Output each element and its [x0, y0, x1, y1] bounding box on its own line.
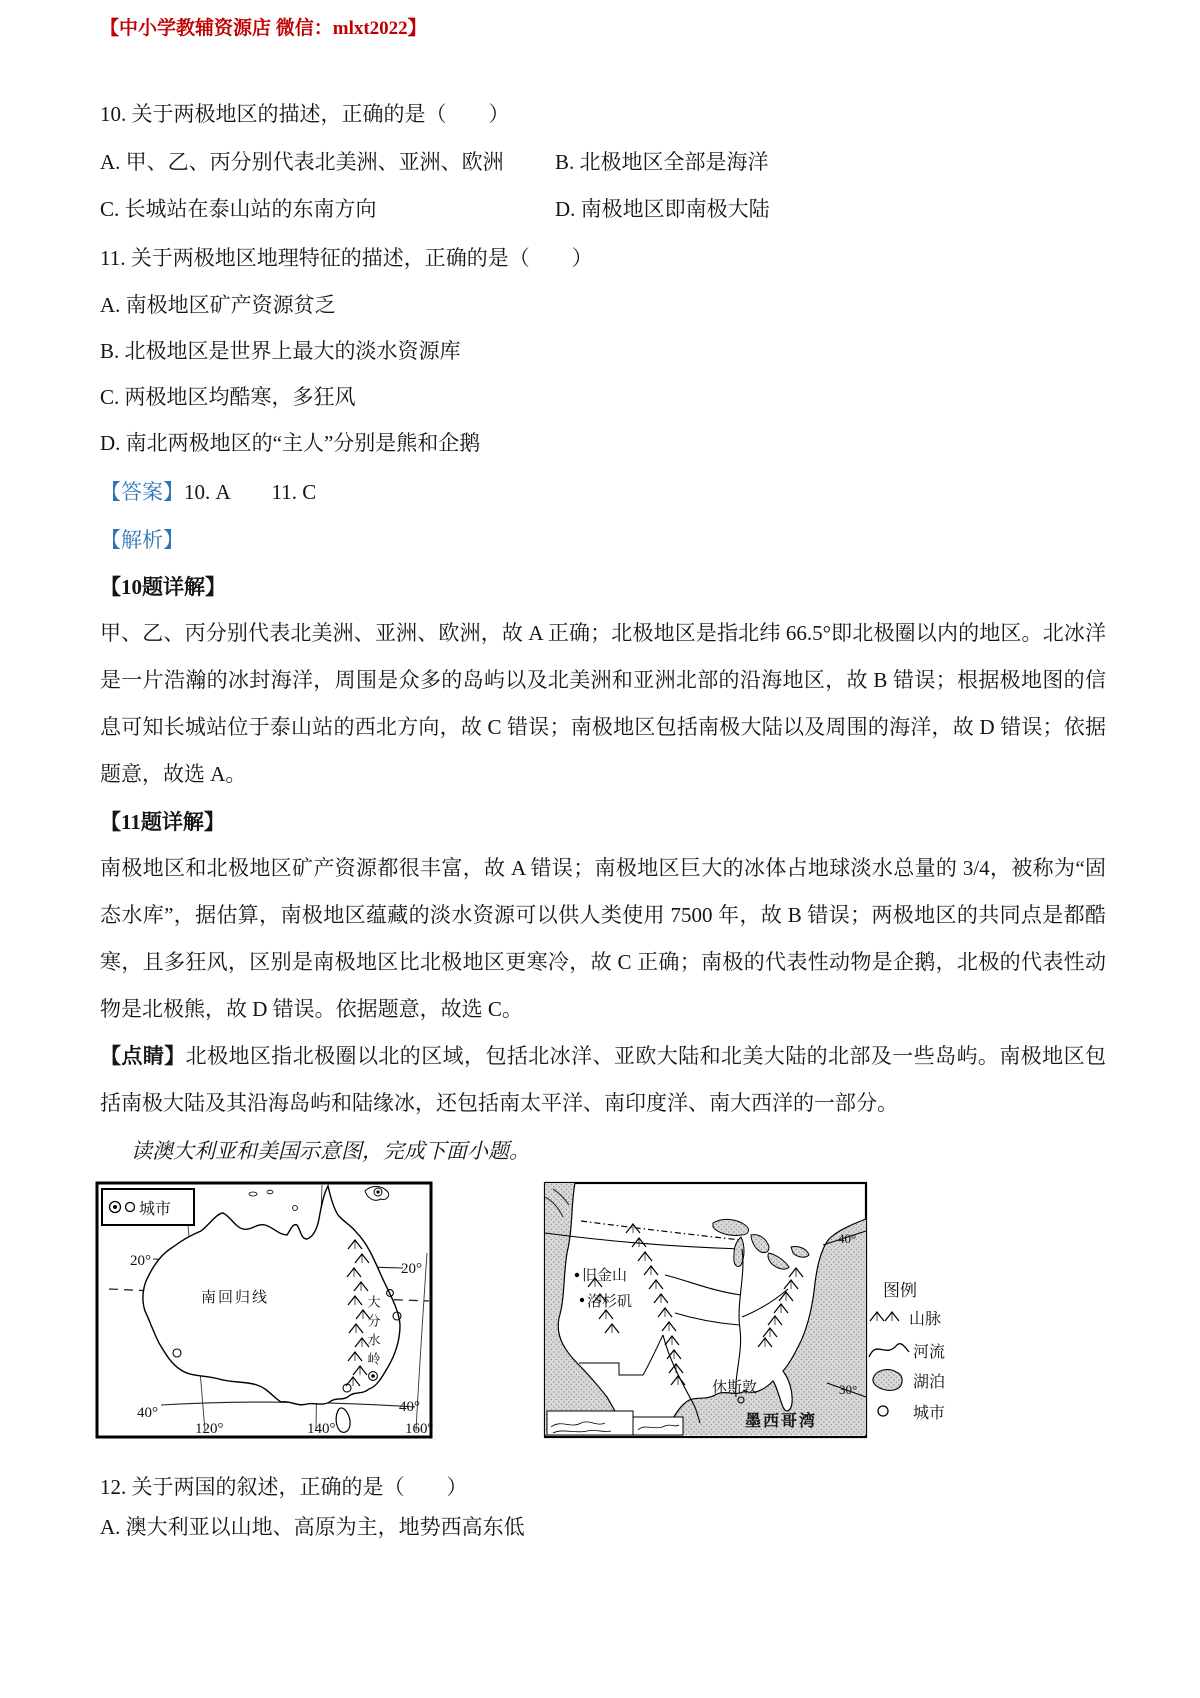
q11-stem: 11. 关于两极地区地理特征的描述，正确的是（ ）: [100, 246, 593, 270]
aus-lon160: 160°: [405, 1421, 434, 1437]
aus-lon120: 120°: [195, 1421, 224, 1437]
legend-city-label: 城市: [913, 1405, 946, 1422]
q11-option-b: B. 北极地区是世界上最大的淡水资源库: [100, 339, 461, 363]
detail11-title: 【11题详解】: [100, 810, 225, 834]
legend-mountain-label: 山脉: [909, 1311, 942, 1328]
australia-map: [97, 1183, 434, 1437]
australia-city-legend: [102, 1189, 194, 1225]
analysis-label: 【解析】: [100, 528, 184, 552]
tropic-of-capricorn-label: 南回归线: [201, 1290, 270, 1306]
detail10-body: 甲、乙、丙分别代表北美洲、亚洲、欧洲，故 A 正确；北极地区是指北纬 66.5°即北极圈以内的地区。北冰洋是一片浩瀚的冰封海洋，周围是众多的岛屿以及北美洲和亚洲北部的沿海地区，故 B 错误；根据极地图的信息可知长城站位于泰山站的西北方向，故 C 错误；南极地区包括南极大陆以及周围的海洋，故 D 错误；依据题意，故选 A。: [100, 621, 1106, 786]
legend-river-icon: [869, 1344, 909, 1357]
q10-option-d: D. 南极地区即南极大陆: [555, 197, 770, 221]
legend-city-icon: [878, 1406, 888, 1416]
hawaii-inset: [633, 1417, 683, 1435]
q10-option-b: B. 北极地区全部是海洋: [555, 150, 769, 174]
range-label: 大分水岭: [365, 1295, 381, 1371]
gulf-of-mexico-label: 墨西哥湾: [745, 1413, 818, 1430]
legend-lake-icon: [873, 1370, 902, 1391]
q12-intro: 读澳大利亚和美国示意图，完成下面小题。: [131, 1139, 530, 1163]
australia-legend-city-label: 城市: [139, 1201, 172, 1218]
tips-label: 【点睛】: [100, 1044, 186, 1068]
tips-body: 北极地区指北极圈以北的区域，包括北冰洋、亚欧大陆和北美大陆的北部及一些岛屿。南极地区包括南极大陆及其沿海岛屿和陆缘冰，还包括南太平洋、南印度洋、南大西洋的一部分。: [100, 1044, 1107, 1115]
detail10-title: 【10题详解】: [100, 575, 226, 599]
alaska-inset: [547, 1411, 633, 1435]
q10-option-c: C. 长城站在泰山站的东南方向: [100, 197, 377, 221]
aus-lon140: 140°: [307, 1421, 336, 1437]
aus-lat40-right: 40°: [399, 1399, 420, 1415]
map-legend: [869, 1281, 945, 1422]
answer-label: 【答案】: [100, 480, 184, 504]
q12-option-a: A. 澳大利亚以山地、高原为主，地势西高东低: [100, 1515, 525, 1539]
q10-option-a: A. 甲、乙、丙分别代表北美洲、亚洲、欧洲: [100, 150, 504, 174]
houston-label: 休斯敦: [712, 1380, 758, 1396]
detail11-body: 南极地区和北极地区矿产资源都很丰富，故 A 错误；南极地区巨大的冰体占地球淡水总量的 3/4，被称为“固态水库”，据估算，南极地区蕴藏的淡水资源可以供人类使用 7500 年，故 B 错误；两极地区的共同点是都酷寒，且多狂风，区别是南极地区比北极地区更寒冷，故 C 正确；南极的代表性动物是企鹅，北极的代表性动物是北极熊，故 D 错误。依据题意，故选 C。: [100, 856, 1106, 1021]
aus-lat40-left: 40°: [137, 1405, 158, 1421]
aus-lat20-right: 20°: [401, 1261, 422, 1277]
maps-figure: [95, 1181, 1105, 1443]
q11-option-a: A. 南极地区矿产资源贫乏: [100, 293, 336, 317]
legend-title: 图例: [883, 1281, 917, 1300]
usa-lat40-label: 40°: [838, 1231, 857, 1246]
q10-stem: 10. 关于两极地区的描述，正确的是（ ）: [100, 102, 510, 126]
legend-lake-label: 湖泊: [913, 1374, 946, 1391]
san-francisco-label: 旧金山: [582, 1268, 628, 1284]
legend-river-label: 河流: [913, 1344, 946, 1361]
los-angeles-label: 洛杉矶: [587, 1294, 633, 1310]
usa-map: [545, 1183, 866, 1437]
aus-lat20-left: 20°: [130, 1253, 151, 1269]
q11-option-c: C. 两极地区均酷寒，多狂风: [100, 385, 356, 409]
legend-mountain-icon: [870, 1312, 884, 1321]
store-watermark: 【中小学教辅资源店 微信：mlxt2022】: [100, 18, 427, 39]
q12-stem: 12. 关于两国的叙述，正确的是（ ）: [100, 1475, 468, 1499]
usa-lat30-label: 30°: [839, 1382, 858, 1397]
answer-value: 10. A 11. C: [184, 480, 317, 504]
q11-option-d: D. 南北两极地区的“主人”分别是熊和企鹅: [100, 431, 481, 455]
tips-paragraph: [100, 1033, 1106, 1127]
answer-line: [100, 481, 316, 504]
